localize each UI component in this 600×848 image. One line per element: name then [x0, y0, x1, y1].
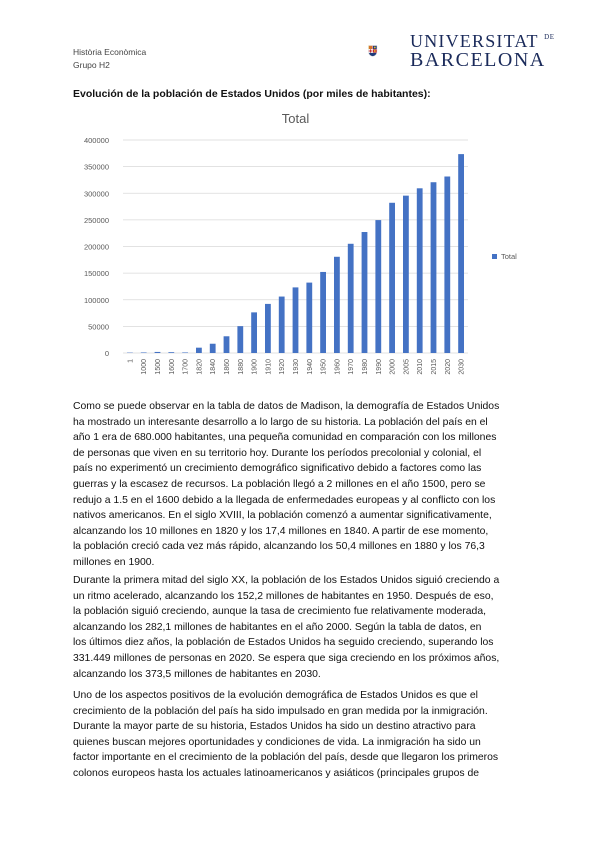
paragraph-line: millones en 1900. [73, 556, 155, 568]
y-tick-label: 350000 [83, 162, 109, 172]
y-tick-label: 50000 [88, 322, 109, 332]
bar-1600 [168, 352, 174, 353]
university-shield-icon [368, 26, 408, 76]
bar-2010 [417, 188, 423, 353]
x-tick-label: 1970 [348, 359, 356, 375]
x-tick-label: 1990 [375, 359, 383, 375]
x-tick-label: 2020 [444, 359, 452, 375]
x-tick-label: 1930 [293, 359, 300, 375]
y-tick-label: 400000 [83, 136, 109, 145]
x-tick-label: 1950 [320, 359, 328, 375]
bar-1990 [375, 220, 381, 353]
x-tick-label: 1500 [155, 359, 162, 375]
y-tick-label: 250000 [83, 215, 109, 225]
paragraph-line: quienes buscan mejores oportunidades y condiciones de vida. La inmigración ha sido un [73, 736, 481, 748]
x-tick-label: 1940 [306, 359, 314, 375]
bar-1960 [334, 257, 340, 353]
x-tick-label: 1960 [334, 359, 342, 375]
paragraph-line: de personas que viven en su territorio hoy. Durante los períodos precolonial y colonial, el [73, 447, 482, 459]
bar-1820 [196, 348, 202, 353]
legend-label: Total [501, 252, 517, 261]
bar-1930 [293, 287, 299, 353]
x-tick-label: 1980 [362, 359, 369, 375]
x-tick-label: 2030 [458, 359, 466, 375]
paragraph-line: alcanzando los 373,5 millones de habitantes en 2030. [73, 668, 321, 680]
paragraph-line: guerras y la escasez de recursos. La población llegó a 2 millones en el año 1500, pero se [73, 478, 486, 490]
paragraph-3 [73, 688, 527, 782]
paragraph-line: Durante la primera mitad del siglo XX, la población de los Estados Unidos siguió creciendo a [73, 575, 500, 586]
x-tick-label: 1000 [141, 359, 149, 375]
bar-1880 [237, 326, 243, 353]
bar-2005 [403, 196, 409, 353]
bar-1860 [224, 336, 230, 353]
paragraph-line: año 1 era de 680.000 habitantes, una pequeña comunidad en comparación con los millones [73, 432, 497, 444]
group-name: Grupo H2 [73, 60, 110, 70]
paragraph-line: redujo a 1.5 en el 1600 debido a la llegada de enfermedades europeas y al conflicto con los [73, 494, 496, 506]
bar-2000 [389, 203, 395, 353]
bar-1840 [210, 344, 216, 353]
x-tick-label: 1700 [182, 359, 190, 375]
y-tick-label: 200000 [83, 242, 109, 252]
bar-2020 [444, 177, 450, 353]
bar-1920 [279, 297, 285, 353]
x-tick-label: 1820 [196, 359, 204, 375]
bar-1900 [251, 312, 257, 353]
bar-2015 [431, 182, 437, 353]
paragraph-line: factor importante en el crecimiento de la población del país, desde que llegaron los primeros [73, 752, 499, 764]
x-tick-label: 1 [127, 359, 135, 363]
bar-1950 [320, 272, 326, 353]
x-tick-label: 1840 [210, 359, 218, 375]
course-name: Història Econòmica [73, 47, 147, 57]
x-tick-label: 1910 [265, 359, 273, 375]
y-tick-label: 300000 [83, 189, 109, 199]
x-tick-label: 2005 [403, 359, 411, 375]
paragraph-line: alcanzando los 282,1 millones de habitantes en el año 2000. Según la tabla de datos, en [73, 621, 482, 633]
paragraph-line: alcanzando los 10 millones en 1820 y los 17,4 millones en 1840. A partir de ese momento, [73, 525, 489, 537]
x-tick-label: 1860 [224, 359, 231, 375]
bar-1000 [141, 352, 147, 353]
x-tick-label: 1600 [168, 359, 176, 375]
paragraph-1 [73, 399, 527, 571]
paragraph-line: crecimiento de la población del país ha sido impulsado en gran medida por la inmigración. [73, 705, 488, 717]
legend-swatch [492, 254, 497, 259]
y-tick-label: 0 [104, 349, 109, 358]
y-tick-label: 100000 [83, 295, 109, 305]
paragraph-line: la población siguió creciendo, aunque la tasa de crecimiento fue relativamente moderada, [73, 606, 486, 618]
paragraph-line: Como se puede observar en la tabla de datos de Madison, la demografía de Estados Unidos [73, 401, 500, 412]
university-name-top: UNIVERSITAT $^{DE}$ [410, 31, 555, 51]
bar-2030 [458, 154, 464, 353]
bar-1980 [362, 232, 368, 353]
x-tick-label: 2015 [431, 359, 438, 375]
bar-1940 [306, 283, 312, 353]
bar-1910 [265, 304, 271, 353]
paragraph-line: Durante la mayor parte de su historia, Estados Unidos ha sido un destino atractivo para [73, 721, 476, 733]
paragraph-2 [73, 573, 527, 682]
x-tick-label: 1880 [237, 359, 245, 375]
chart-title: Total [281, 111, 310, 126]
y-tick-label: 150000 [83, 269, 109, 279]
bar-1700 [182, 352, 188, 353]
bar-1500 [155, 352, 161, 353]
paragraph-line: los últimos diez años, la población de Estados Unidos ha seguido creciendo, superando los [73, 637, 494, 649]
paragraph-line: Uno de los aspectos positivos de la evolución demográfica de Estados Unidos es que el [73, 690, 478, 701]
x-tick-label: 1920 [279, 359, 287, 375]
paragraph-line: ha mostrado un interesante desarrollo a lo largo de su historia. La población del país en el [73, 416, 488, 428]
population-bar-chart [73, 104, 529, 386]
x-tick-label: 2010 [417, 359, 425, 375]
paragraph-line: país no experimentó un crecimiento demográfico significativo debido a factores como las [73, 463, 482, 475]
document-header [73, 46, 146, 72]
bar-1970 [348, 244, 354, 353]
paragraph-line: la población creció cada vez más rápido, alcanzando los 50,4 millones en 1880 y los 76,3 [73, 541, 485, 553]
x-tick-label: 1900 [251, 359, 259, 375]
paragraph-line: colonos europeos hasta los actuales latinoamericanos y asiáticos (principales grupos de [73, 767, 480, 779]
x-tick-label: 2000 [389, 359, 397, 375]
paragraph-line: 331.449 millones de personas en 2020. Se espera que siga creciendo en los próximos años, [73, 652, 500, 664]
section-title: Evolución de la población de Estados Unidos (por miles de habitantes): [73, 88, 431, 100]
paragraph-line: nativos americanos. En el siglo XVIII, la población comenzó a aumentar significativamente, [73, 510, 492, 522]
university-name-bottom: BARCELONA [410, 49, 546, 71]
paragraph-line: un ritmo acelerado, alcanzando los 152,2 millones de habitantes en 1950. Después de eso, [73, 590, 494, 602]
